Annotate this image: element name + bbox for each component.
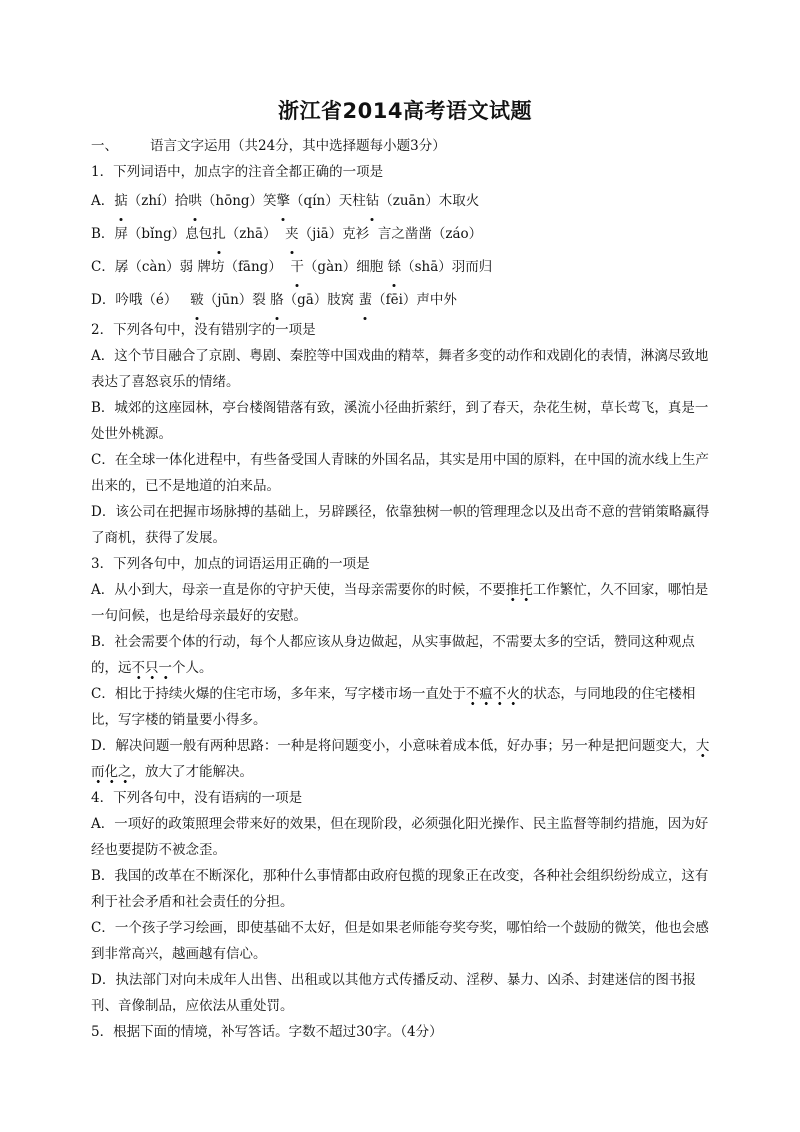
question-1-option-c — [91, 251, 719, 284]
page-title: 浙江省2014高考语文试题 — [278, 99, 532, 123]
question-5-stem: 5．根据下面的情境，补写答话。字数不超过30字。（4分） — [91, 1024, 443, 1040]
option-text: 屏（bǐng）息包 — [114, 226, 213, 242]
question-1-stem: 1．下列词语中，加点字的注音全都正确的一项是 — [91, 164, 384, 180]
question-4-option-b: B．我国的改革在不断深化，那种什么事情都由政府包揽的现象正在改变，各种社会组织纷纷成立，这有利于社会矛盾和社会责任的分担。 — [91, 868, 709, 910]
option-text: 孱（càn）弱 牌坊（fāng） — [114, 259, 282, 275]
question-2-option-b: B．城郊的这座园林，亭台楼阁错落有致，溪流小径曲折萦纡，到了春天，杂花生树，草长莺飞，真是一处世外桃源。 — [91, 400, 709, 442]
option-text: （zhā） — [225, 226, 277, 242]
dotted-char: 铩 — [388, 251, 402, 284]
question-4-option-c: C．一个孩子学习绘画，即使基础不太好，但是如果老师能夸奖夸奖，哪怕给一个鼓励的微笑，他也会感到非常高兴，越画越有信心。 — [91, 920, 709, 962]
dotted-word: 不只一 — [132, 660, 173, 680]
dotted-word: 不瘟不火 — [466, 686, 520, 706]
option-text: （shā）羽而归 — [401, 259, 493, 275]
question-2-option-a: A．这个节目融合了京剧、粤剧、秦腔等中国戏曲的精萃，舞者多变的动作和戏剧化的表情，淋漓尽致地表达了喜怒哀乐的情绪。 — [91, 348, 709, 390]
question-1-option-b — [91, 218, 719, 251]
dotted-char: 哄 — [188, 185, 202, 218]
section-label: 语言文字运用（共24分，其中选择题每小题3分） — [150, 138, 446, 154]
option-text: C．相比于持续火爆的住宅市场，多年来，写字楼市场一直处于 — [91, 686, 466, 702]
question-1-option-d — [91, 284, 719, 317]
option-text: （gā）肢窝 — [283, 292, 355, 308]
option-text: （hōng）笑 — [201, 193, 277, 209]
question-3-option-c — [91, 681, 719, 733]
dotted-word: 大而化之 — [91, 738, 709, 784]
question-4-stem: 4．下列各句中，没有语病的一项是 — [91, 790, 303, 806]
question-4-option-d: D．执法部门对向未成年人出售、出租或以其他方式传播反动、淫秽、暴力、凶杀、封建迷信的图书报刊、音像制品，应依法从重处罚。 — [91, 972, 696, 1014]
dotted-char: 掂 — [114, 185, 128, 218]
question-3-option-b — [91, 629, 719, 681]
option-letter: A． — [91, 193, 115, 209]
option-text: （jūn）裂 — [203, 292, 266, 308]
dotted-char: 胳 — [270, 284, 284, 317]
question-3-stem: 3．下列各句中，加点的词语运用正确的一项是 — [91, 556, 370, 572]
option-text: （qín）天柱 — [290, 193, 366, 209]
question-3-option-a — [91, 577, 719, 629]
option-text: 言之凿凿（záo） — [377, 226, 483, 242]
dotted-char: 夹 — [285, 218, 299, 251]
option-text: （fēi）声中外 — [372, 292, 457, 308]
dotted-char: 皲 — [190, 284, 204, 317]
dotted-char: 擎 — [277, 185, 291, 218]
exam-page — [91, 95, 719, 1045]
dotted-char: 扎 — [212, 218, 226, 251]
section-heading — [91, 133, 719, 159]
option-text: 个人。 — [172, 660, 213, 676]
option-text: （jiā）克衫 — [298, 226, 370, 242]
option-letter: B． — [91, 226, 115, 242]
question-3-option-d — [91, 733, 719, 785]
option-letter: D． — [91, 292, 116, 308]
option-text: 的状态，与同地段的住宅楼相比，写字楼的销量要小得多。 — [91, 686, 696, 728]
option-text: B．社会需要个体的行动，每个人都应该从身边做起，从实事做起，不需要太多的空话，赞同这种观点的，远 — [91, 634, 695, 676]
question-2-stem: 2．下列各句中，没有错别字的一项是 — [91, 322, 316, 338]
question-1-option-a — [91, 185, 719, 218]
question-2-option-d: D．该公司在把握市场脉搏的基础上，另辟蹊径，依靠独树一帜的管理理念以及出奇不意的营销策略赢得了商机，获得了发展。 — [91, 504, 710, 546]
option-text: （zuān）木取火 — [379, 193, 480, 209]
question-2-option-c: C．在全球一体化进程中，有些备受国人青睐的外国名品，其实是用中国的原料，在中国的流水线上生产出来的，已不是地道的泊来品。 — [91, 452, 709, 494]
option-text: ，放大了才能解决。 — [131, 764, 253, 780]
option-text: A．从小到大，母亲一直是你的守护天使，当母亲需要你的时候，不要 — [91, 582, 506, 598]
question-4-option-a: A．一项好的政策照理会带来好的效果，但在现阶段，必须强化阳光操作、民主监督等制约措施，因为好经也要提防不被念歪。 — [91, 816, 709, 858]
option-text: 吟哦（é） — [115, 292, 178, 308]
option-text: 工作繁忙，久不回家，哪怕是一句问候，也是给母亲最好的安慰。 — [91, 582, 709, 624]
dotted-word: 推托 — [506, 582, 533, 602]
option-text: （zhí）拾 — [127, 193, 189, 209]
option-letter: C． — [91, 259, 115, 275]
section-number: 一、 — [91, 138, 118, 154]
dotted-char: 干 — [290, 251, 304, 284]
option-text: （gàn）细胞 — [303, 259, 388, 275]
dotted-char: 蜚 — [359, 284, 373, 317]
option-text: D．解决问题一般有两种思路：一种是将问题变小，小意味着成本低，好办事；另一种是把问题变大， — [91, 738, 696, 754]
dotted-char: 钻 — [366, 185, 380, 218]
